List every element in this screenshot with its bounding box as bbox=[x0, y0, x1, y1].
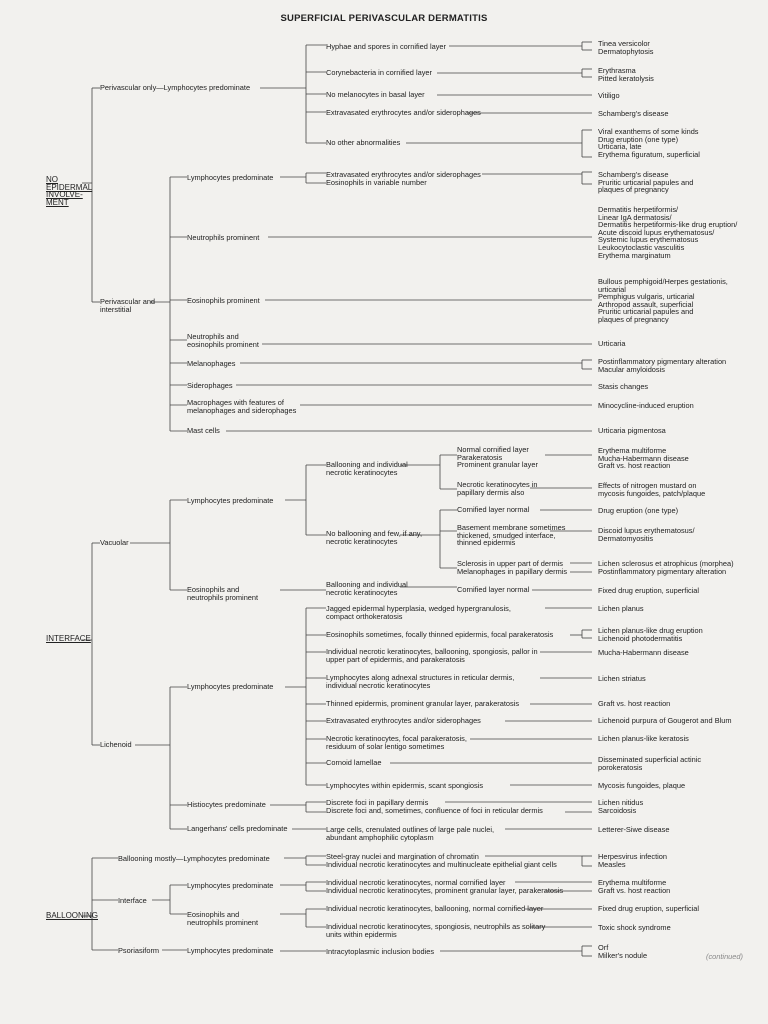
feature-extravasated: Extravasated erythrocytes and/or siderophages bbox=[326, 108, 481, 117]
dx-lichen-nitidus: Lichen nitidus Sarcoidosis bbox=[598, 798, 644, 815]
lich-langerhans-label: Langerhans' cells predominate bbox=[187, 824, 288, 833]
dx-vitiligo: Vitiligo bbox=[598, 91, 620, 100]
dx-tinea: Tinea versicolor Dermatophytosis bbox=[598, 39, 654, 56]
pi-siderophages-label: Siderophages bbox=[187, 381, 233, 390]
feature-eosinophils-focal: Eosinophils sometimes, focally thinned epidermis, focal parakeratosis bbox=[326, 630, 554, 639]
pi-neutrophils-label: Neutrophils prominent bbox=[187, 233, 260, 242]
feature-no-other: No other abnormalities bbox=[326, 138, 401, 147]
feature-necrotic-focal: Necrotic keratinocytes, focal parakeratosis, residuum of solar lentigo sometimes bbox=[326, 734, 467, 751]
group-interface: INTERFACE bbox=[46, 634, 91, 643]
feature-thinned-epidermis: Thinned epidermis, prominent granular layer, parakeratosis bbox=[326, 699, 520, 708]
feature-no-ballooning: No ballooning and few, if any, necrotic keratinocytes bbox=[326, 529, 423, 546]
dx-viral-exanthems: Viral exanthems of some kinds Drug eruption (one type) Urticaria, late Erythema figuratum, superficial bbox=[598, 127, 700, 159]
dx-fixed-drug-1: Fixed drug eruption, superficial bbox=[598, 586, 700, 595]
bal-int-eosinophils-label: Eosinophils and neutrophils prominent bbox=[187, 910, 259, 927]
ballooning-mostly-label: Ballooning mostly—Lymphocytes predominate bbox=[118, 854, 270, 863]
feature-corynebacteria: Corynebacteria in cornified layer bbox=[326, 68, 432, 77]
dx-drug-eruption: Drug eruption (one type) bbox=[598, 506, 679, 515]
dx-orf: Orf Milker's nodule bbox=[598, 943, 648, 960]
sub-necrotic-papillary: Necrotic keratinocytes in papillary dermis also bbox=[457, 480, 538, 497]
dx-mucha-habermann: Mucha-Habermann disease bbox=[598, 648, 689, 657]
dx-porokeratosis: Disseminated superficial actinic porokeratosis bbox=[598, 755, 702, 772]
pi-lymphocytes-label: Lymphocytes predominate bbox=[187, 173, 274, 182]
dx-erythema-multiforme-1: Erythema multiforme Mucha-Habermann disease Graft vs. host reaction bbox=[598, 446, 689, 471]
vacuolar-label: Vacuolar bbox=[100, 538, 129, 547]
perivascular-interstitial-label: Perivascular and interstitial bbox=[100, 297, 156, 314]
psoriasiform-label: Psoriasiform bbox=[118, 946, 160, 955]
pi-macrophages-label: Macrophages with features of melanophages and siderophages bbox=[187, 398, 297, 415]
feature-necrotic-normal: Individual necrotic keratinocytes, normal cornified layer Individual necrotic keratinocytes, prominent granular layer, parakeratosis bbox=[326, 878, 564, 895]
dx-lichen-sclerosus: Lichen sclerosus et atrophicus (morphea) Postinflammatory pigmentary alteration bbox=[598, 559, 734, 576]
group-ballooning: BALLOONING bbox=[46, 911, 99, 920]
dx-bullous-pemphigoid: Bullous pemphigoid/Herpes gestationis, urticarial Pemphigus vulgaris, urticarial Arthropod assault, superficial Pruritic urticarial papules and plaques of pregnancy bbox=[598, 277, 728, 324]
feature-extravasated-eosinophils: Extravasated erythrocytes and/or siderophages Eosinophils in variable number bbox=[326, 170, 481, 187]
lichenoid-label: Lichenoid bbox=[100, 740, 132, 749]
dx-mycosis-fungoides: Mycosis fungoides, plaque bbox=[598, 781, 686, 790]
feature-ballooning-necrotic-2: Ballooning and individual necrotic keratinocytes bbox=[326, 580, 408, 597]
dx-lichen-planus-drug: Lichen planus-like drug eruption Lichenoid photodermatitis bbox=[598, 626, 703, 643]
dx-lichenoid-purpura: Lichenoid purpura of Gougerot and Blum bbox=[598, 716, 732, 725]
dx-stasis: Stasis changes bbox=[598, 382, 649, 391]
feature-lymphocytes-epidermis: Lymphocytes within epidermis, scant spongiosis bbox=[326, 781, 484, 790]
feature-ballooning-necrotic-1: Ballooning and individual necrotic keratinocytes bbox=[326, 460, 408, 477]
feature-steel-gray: Steel-gray nuclei and margination of chromatin Individual necrotic keratinocytes and multinucleate epithelial giant cells bbox=[326, 852, 557, 869]
lich-histiocytes-label: Histiocytes predominate bbox=[187, 800, 266, 809]
dx-lichen-planus-keratosis: Lichen planus-like keratosis bbox=[598, 734, 689, 743]
dx-erythrasma: Erythrasma Pitted keratolysis bbox=[598, 66, 654, 83]
dx-lichen-planus: Lichen planus bbox=[598, 604, 644, 613]
sub-normal-cornified: Normal cornified layer Parakeratosis Prominent granular layer bbox=[457, 445, 538, 470]
pi-melanophages-label: Melanophages bbox=[187, 359, 236, 368]
sub-cornified-normal-1: Cornified layer normal bbox=[457, 505, 530, 514]
feature-necrotic-ballooning: Individual necrotic keratinocytes, ballooning, spongiosis, pallor in upper part of epidermis, and parakeratosis bbox=[326, 647, 538, 664]
dx-urticaria: Urticaria bbox=[598, 339, 626, 348]
dx-letterer-siwe: Letterer-Siwe disease bbox=[598, 825, 670, 834]
dx-graft-host-1: Graft vs. host reaction bbox=[598, 699, 671, 708]
page-title: SUPERFICIAL PERIVASCULAR DERMATITIS bbox=[280, 13, 488, 24]
feature-necrotic-spongiosis: Individual necrotic keratinocytes, spongiosis, neutrophils as solitary units within epidermis bbox=[326, 922, 546, 939]
dx-herpesvirus: Herpesvirus infection Measles bbox=[598, 852, 668, 869]
feature-cornoid: Cornoid lamellae bbox=[326, 758, 382, 767]
feature-jagged-hyperplasia: Jagged epidermal hyperplasia, wedged hypergranulosis, compact orthokeratosis bbox=[326, 604, 511, 621]
continued-note: (continued) bbox=[706, 952, 743, 961]
pi-mast-cells-label: Mast cells bbox=[187, 426, 220, 435]
feature-no-melanocytes: No melanocytes in basal layer bbox=[326, 90, 425, 99]
vac-eosinophils-label: Eosinophils and neutrophils prominent bbox=[187, 585, 259, 602]
feature-necrotic-ballooning-b: Individual necrotic keratinocytes, ballooning, normal cornified layer bbox=[326, 904, 544, 913]
sub-cornified-normal-2: Cornified layer normal bbox=[457, 585, 530, 594]
sub-basement-membrane: Basement membrane sometimes thickened, smudged interface, thinned epidermis bbox=[457, 523, 566, 548]
dx-nitrogen-mustard: Effects of nitrogen mustard on mycosis fungoides, patch/plaque bbox=[598, 481, 706, 498]
feature-inclusion-bodies: Intracytoplasmic inclusion bodies bbox=[326, 947, 435, 956]
ballooning-interface-label: Interface bbox=[118, 896, 147, 905]
feature-adnexal: Lymphocytes along adnexal structures in reticular dermis, individual necrotic keratinocytes bbox=[326, 673, 515, 690]
dx-postinflammatory-1: Postinflammatory pigmentary alteration Macular amyloidosis bbox=[598, 357, 727, 374]
dx-discoid-lupus: Discoid lupus erythematosus/ Dermatomyositis bbox=[598, 526, 695, 543]
dx-minocycline: Minocycline-induced eruption bbox=[598, 401, 694, 410]
dx-fixed-drug-2: Fixed drug eruption, superficial bbox=[598, 904, 700, 913]
dx-urticaria-pigmentosa: Urticaria pigmentosa bbox=[598, 426, 666, 435]
feature-large-cells: Large cells, crenulated outlines of large pale nuclei, abundant amphophilic cytoplasm bbox=[326, 825, 495, 842]
dx-lichen-striatus: Lichen striatus bbox=[598, 674, 646, 683]
feature-extravasated-lich: Extravasated erythrocytes and/or siderophages bbox=[326, 716, 481, 725]
pi-neut-eos-label: Neutrophils and eosinophils prominent bbox=[187, 332, 259, 349]
sub-sclerosis: Sclerosis in upper part of dermis Melanophages in papillary dermis bbox=[457, 559, 568, 576]
group-no-epidermal-involvement: NO EPIDERMAL INVOLVE- MENT bbox=[46, 175, 93, 207]
vac-lymphocytes-label: Lymphocytes predominate bbox=[187, 496, 274, 505]
dx-erythema-multiforme-2: Erythema multiforme Graft vs. host reaction bbox=[598, 878, 671, 895]
feature-discrete-foci: Discrete foci in papillary dermis Discrete foci and, sometimes, confluence of foci in reticular dermis bbox=[326, 798, 543, 815]
dx-toxic-shock: Toxic shock syndrome bbox=[598, 923, 671, 932]
bal-int-lymphocytes-label: Lymphocytes predominate bbox=[187, 881, 274, 890]
lich-lymphocytes-label: Lymphocytes predominate bbox=[187, 682, 274, 691]
dx-schamberg-1: Schamberg's disease bbox=[598, 109, 669, 118]
dx-dermatitis-herpetiformis: Dermatitis herpetiformis/ Linear IgA dermatosis/ Dermatitis herpetiformis-like drug eruption/ Acute discoid lupus erythematosus/ Systemic lupus erythematosus Leukocytoclastic vasculitis Erythema marginatum bbox=[598, 205, 738, 260]
dx-schamberg-2: Schamberg's disease Pruritic urticarial papules and plaques of pregnancy bbox=[598, 170, 694, 195]
pi-eosinophils-label: Eosinophils prominent bbox=[187, 296, 260, 305]
perivascular-only-label: Perivascular only—Lymphocytes predominate bbox=[100, 83, 251, 92]
feature-hyphae: Hyphae and spores in cornified layer bbox=[326, 42, 446, 51]
bal-ps-lymphocytes-label: Lymphocytes predominate bbox=[187, 946, 274, 955]
